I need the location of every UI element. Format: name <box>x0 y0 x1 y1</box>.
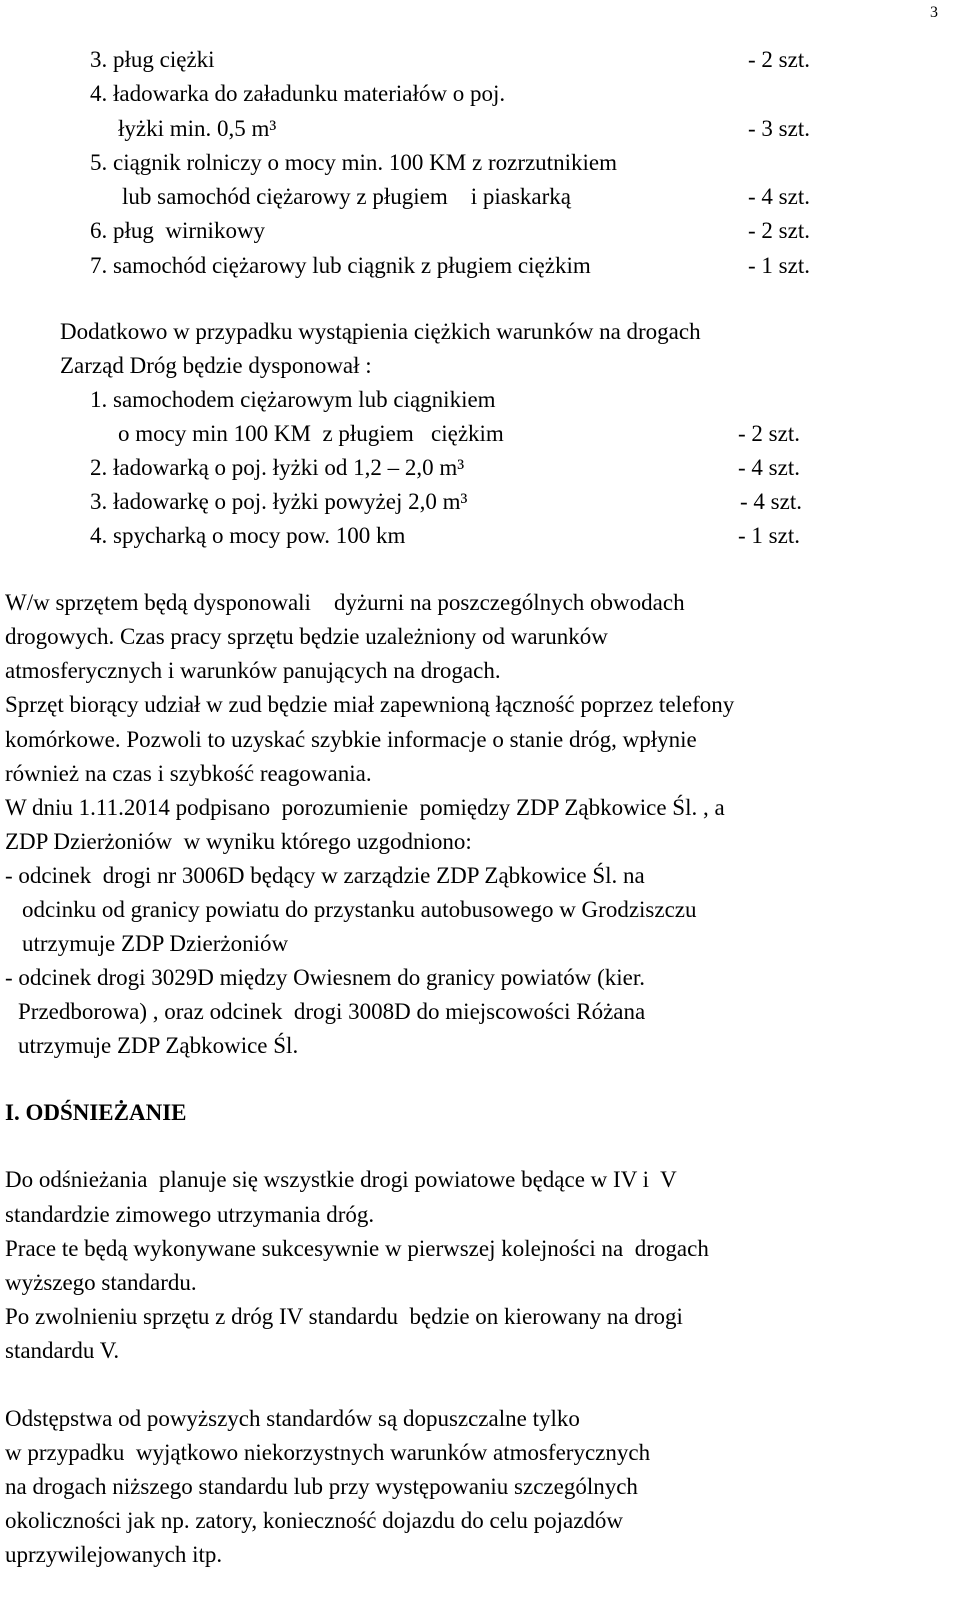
page-number: 3 <box>930 4 938 21</box>
list-item: 4. spycharką o mocy pow. 100 km <box>90 523 406 548</box>
paragraph-line: utrzymuje ZDP Ząbkowice Śl. <box>18 1033 299 1058</box>
paragraph-line: drogowych. Czas pracy sprzętu będzie uzależniony od warunków <box>5 624 608 649</box>
paragraph-line: Prace te będą wykonywane sukcesywnie w pierwszej kolejności na drogach <box>5 1236 709 1261</box>
list-item-qty: - 4 szt. <box>740 489 802 514</box>
list-item-qty: - 3 szt. <box>748 116 810 141</box>
paragraph-line: standardu V. <box>5 1338 120 1363</box>
paragraph-line: Odstępstwa od powyższych standardów są dopuszczalne tylko <box>5 1406 580 1431</box>
paragraph-line: utrzymuje ZDP Dzierżoniów <box>22 931 289 956</box>
paragraph-line: Dodatkowo w przypadku wystąpienia ciężkich warunków na drogach <box>60 319 701 344</box>
paragraph-line: - odcinek drogi 3029D między Owiesnem do granicy powiatów (kier. <box>5 965 646 990</box>
list-item: 5. ciągnik rolniczy o mocy min. 100 KM z rozrzutnikiem <box>90 150 617 175</box>
list-item: 1. samochodem ciężarowym lub ciągnikiem <box>90 387 496 412</box>
list-item-qty: - 2 szt. <box>738 421 800 446</box>
section-heading: I. ODŚNIEŻANIE <box>5 1100 187 1125</box>
paragraph-line: uprzywilejowanych itp. <box>5 1542 223 1567</box>
paragraph-line: na drogach niższego standardu lub przy występowaniu szczególnych <box>5 1474 638 1499</box>
paragraph-line: ZDP Dzierżoniów w wyniku którego uzgodniono: <box>5 829 472 854</box>
paragraph-line: Sprzęt biorący udział w zud będzie miał zapewnioną łączność poprzez telefony <box>5 692 735 717</box>
list-item: łyżki min. 0,5 m³ <box>118 116 277 141</box>
paragraph-line: komórkowe. Pozwoli to uzyskać szybkie informacje o stanie dróg, wpłynie <box>5 727 697 752</box>
list-item-qty: - 4 szt. <box>748 184 810 209</box>
paragraph-line: okoliczności jak np. zatory, konieczność dojazdu do celu pojazdów <box>5 1508 624 1533</box>
list-item: 3. ładowarkę o poj. łyżki powyżej 2,0 m³ <box>90 489 468 514</box>
paragraph-line: - odcinek drogi nr 3006D będący w zarządzie ZDP Ząbkowice Śl. na <box>5 863 645 888</box>
list-item-qty: - 1 szt. <box>748 253 810 278</box>
paragraph-line: Zarząd Dróg będzie dysponował : <box>60 353 372 378</box>
paragraph-line: W/w sprzętem będą dysponowali dyżurni na poszczególnych obwodach <box>5 590 685 615</box>
list-item: 4. ładowarka do załadunku materiałów o poj. <box>90 81 506 106</box>
list-item: 6. pług wirnikowy <box>90 218 266 243</box>
list-item: o mocy min 100 KM z pługiem ciężkim <box>118 421 504 446</box>
paragraph-line: również na czas i szybkość reagowania. <box>5 761 372 786</box>
paragraph-line: atmosferycznych i warunków panujących na drogach. <box>5 658 501 683</box>
paragraph-line: Przedborowa) , oraz odcinek drogi 3008D do miejscowości Różana <box>18 999 646 1024</box>
list-item: 2. ładowarką o poj. łyżki od 1,2 – 2,0 m³ <box>90 455 465 480</box>
paragraph-line: wyższego standardu. <box>5 1270 197 1295</box>
list-item-qty: - 1 szt. <box>738 523 800 548</box>
paragraph-line: W dniu 1.11.2014 podpisano porozumienie pomiędzy ZDP Ząbkowice Śl. , a <box>5 795 725 820</box>
list-item: lub samochód ciężarowy z pługiem i piaskarką <box>122 184 571 209</box>
list-item-qty: - 2 szt. <box>748 47 810 72</box>
paragraph-line: odcinku od granicy powiatu do przystanku autobusowego w Grodziszczu <box>22 897 697 922</box>
list-item: 7. samochód ciężarowy lub ciągnik z pługiem ciężkim <box>90 253 591 278</box>
list-item-qty: - 4 szt. <box>738 455 800 480</box>
paragraph-line: Po zwolnieniu sprzętu z dróg IV standardu będzie on kierowany na drogi <box>5 1304 683 1329</box>
list-item: 3. pług ciężki <box>90 47 215 72</box>
paragraph-line: w przypadku wyjątkowo niekorzystnych warunków atmosferycznych <box>5 1440 651 1465</box>
paragraph-line: standardzie zimowego utrzymania dróg. <box>5 1202 375 1227</box>
paragraph-line: Do odśnieżania planuje się wszystkie drogi powiatowe będące w IV i V <box>5 1167 677 1192</box>
list-item-qty: - 2 szt. <box>748 218 810 243</box>
